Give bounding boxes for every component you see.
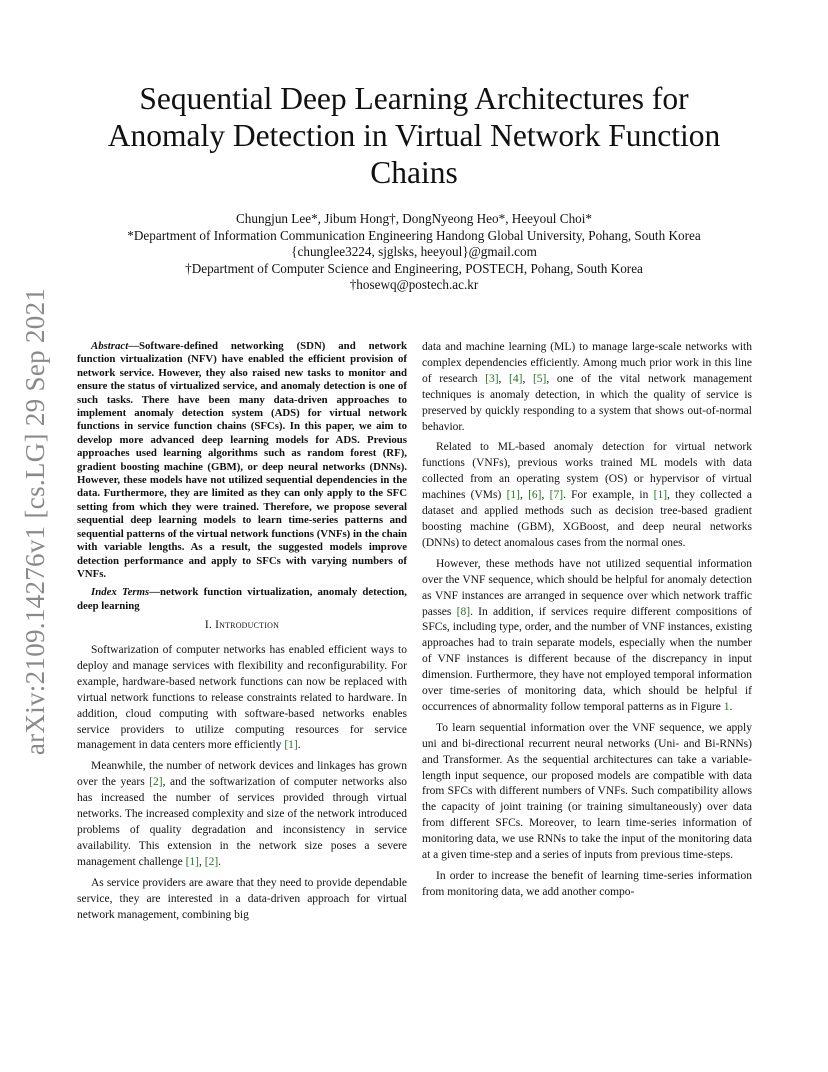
- citation-link[interactable]: [6]: [528, 489, 542, 502]
- arxiv-identifier-text: arXiv:2109.14276v1 [cs.LG] 29 Sep 2021: [20, 287, 51, 755]
- citation-link[interactable]: [7]: [549, 489, 564, 502]
- arxiv-identifier-stamp: [18, 286, 54, 756]
- citation-link[interactable]: [1]: [284, 739, 298, 752]
- title-line-3: Chains: [370, 155, 458, 190]
- text-run: .: [297, 739, 301, 752]
- citation-link[interactable]: [3]: [485, 372, 499, 385]
- figure-reference-link[interactable]: 1: [723, 700, 730, 713]
- text-run: , they collected a dataset and applied methods such as decision tree-based gradient boosting machine (GBM), XGBoost, and deep neural networks (DNNs) to detect anomalous cases from the normal ones.: [422, 489, 753, 549]
- paper-title: [80, 80, 748, 191]
- intro-paragraph-7: In order to increase the benefit of learning time-series information from monitoring data, we add another compo-: [422, 870, 752, 898]
- text-run: ,: [541, 489, 550, 502]
- citation-link[interactable]: [1]: [506, 489, 520, 502]
- text-run: . For example, in: [563, 489, 654, 502]
- abstract-text: —Software-defined networking (SDN) and network function virtualization (NFV) have enabled the efficient provision of network service. However, they also raised new tasks to monitor and ensure the status of virtualized service, and anomaly detection is one of such tasks. There have been many data-driven approaches to implement anomaly detection system (ADS) for virtual network functions in service function chains (SFCs). In this paper, we aim to develop more advanced deep learning models for ADS. Previous approaches used learning algorithms such as random forest (RF), gradient boosting machine (GBM), or deep neural networks (DNNs). However, these models have not utilized sequential dependencies in the data. Furthermore, they are limited as they can only apply to the SFC setting from which they were trained. Therefore, we propose several sequential deep learning models to learn time-series patterns and sequential patterns of the virtual network functions (VNFs) in the chain with variable lengths. As a result, the suggested models improve detection performance and apply to SFCs with varying numbers of VNFs.: [77, 340, 407, 580]
- text-run: Meanwhile, the number of network devices and linkages has grown over the years: [77, 760, 407, 789]
- intro-paragraph-5: [422, 557, 752, 716]
- citation-link[interactable]: [5]: [532, 372, 547, 385]
- citation-link[interactable]: [1]: [653, 489, 668, 502]
- text-run: .: [729, 700, 733, 713]
- affiliation-1: *Department of Information Communication Engineering Handong Global University, Pohang, South Korea: [127, 227, 701, 243]
- intro-paragraph-3-continued: [422, 340, 752, 435]
- section-number: I.: [204, 619, 216, 632]
- intro-paragraph-4: [422, 440, 752, 551]
- email-1[interactable]: {chunglee3224, sjglsks, heeyoul}@gmail.com: [291, 244, 537, 259]
- index-terms-text: —network function virtualization, anomaly detection, deep learning: [77, 586, 407, 612]
- email-2[interactable]: †hosewq@postech.ac.kr: [349, 277, 479, 292]
- author-block: [90, 211, 738, 294]
- title-line-1: Sequential Deep Learning Architectures for: [139, 81, 689, 116]
- index-terms: [77, 586, 407, 613]
- text-run: ,: [498, 372, 510, 385]
- text-run: . In addition, if services require different compositions of SFCs, including type, order, and the number of VNF instances, existing approaches had to train separate models, especially when the number of VNF instances is different because of the discrepancy in input dimension. Furthermore, they have not employed temporal information over time-series of monitoring data, which should be helpful if occurrences of abnormality follow temporal patterns as in Figure: [422, 605, 752, 713]
- index-terms-label: Index Terms: [91, 586, 150, 599]
- text-run: ,: [519, 489, 529, 502]
- intro-paragraph-2: [77, 759, 407, 870]
- section-heading-introduction: [77, 618, 407, 634]
- affiliation-2: †Department of Computer Science and Engineering, POSTECH, Pohang, South Korea: [185, 260, 643, 276]
- text-run: , and the softwarization of computer networks also has increased the number of services provided through virtual networks. The increased complexity and size of the network introduced problems of quality degradation and inconsistency in service availability. This extension in the network size poses a severe management challenge: [77, 776, 407, 868]
- text-run: , one of the vital network management techniques is anomaly detection, in which the quality of service is preserved by quickly responding to a system that shows out-of-normal behavior.: [422, 372, 753, 433]
- intro-paragraph-3: As service providers are aware that they need to provide dependable service, they are interested in a data-driven approach for virtual network management, combining big: [77, 876, 407, 921]
- title-line-2: Anomaly Detection in Virtual Network Function: [107, 118, 721, 153]
- text-run: However, these methods have not utilized sequential information over the VNF sequence, which should be helpful for anomaly detection as VNF instances are arranged in sequence over which network traffic passes: [422, 557, 752, 618]
- text-run: Related to ML-based anomaly detection for virtual network functions (VNFs), previous works trained ML models with data collected from an operating system (OS) or hypervisor of virtual machines (VMs): [422, 441, 752, 502]
- text-run: Softwarization of computer networks has enabled efficient ways to deploy and manage services with flexibility and reconfigurability. For example, hardware-based network functions can now be replaced with virtual network functions to release constraints related to hardware. In addition, cloud computing with software-based networks enables service providers to utilize computing resources for service management in data centers more efficiently: [77, 644, 407, 752]
- abstract: [77, 340, 407, 581]
- abstract-label: Abstract: [91, 340, 129, 352]
- text-run: ,: [198, 855, 205, 868]
- citation-link[interactable]: [2]: [149, 776, 163, 789]
- left-column: [77, 340, 407, 928]
- text-run: data and machine learning (ML) to manage large-scale networks with complex dependencies efficiently. Among much prior work in this line of research: [422, 341, 752, 385]
- citation-link[interactable]: [1]: [185, 855, 199, 868]
- right-column: [422, 340, 752, 906]
- intro-paragraph-6: To learn sequential information over the VNF sequence, we apply uni and bi-directional recurrent neural networks (Uni- and Bi-RNNs) and Transformer. As the sequential architectures can take a variable-length input sequence, our proposed models are compatible with data from SFCs with different numbers of VNFs. Such compatibility allows the capacity of joint training (or training simultaneously) over data from different SFCs. Moreover, to learn time-series information of monitoring data, we use RNNs to take the input of the monitoring data at a given time-step and a series of inputs from previous time-steps.: [422, 721, 752, 862]
- citation-link[interactable]: [2]: [204, 855, 219, 868]
- intro-paragraph-1: [77, 643, 407, 754]
- section-name: Introduction: [215, 619, 280, 632]
- text-run: ,: [522, 372, 533, 385]
- citation-link[interactable]: [4]: [509, 372, 523, 385]
- author-names: Chungjun Lee*, Jibum Hong†, DongNyeong Heo*, Heeyoul Choi*: [235, 211, 593, 226]
- citation-link[interactable]: [8]: [456, 605, 471, 618]
- text-run: .: [218, 855, 222, 868]
